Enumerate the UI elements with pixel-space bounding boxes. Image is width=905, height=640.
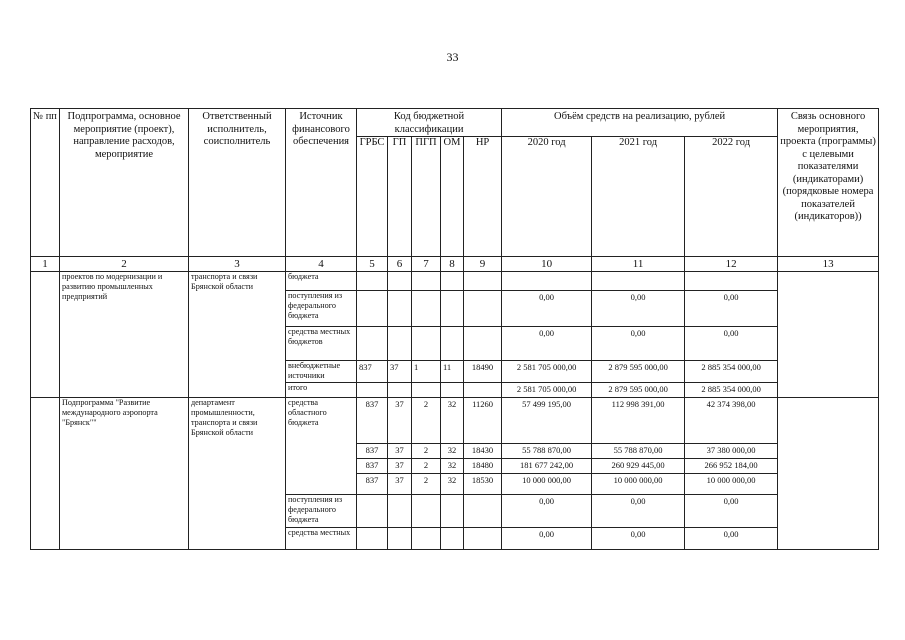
header-link: Связь основного мероприятия, проекта (программы) с целевыми показателями (индикаторами) (порядковые номера показателей (индикаторов))	[778, 109, 879, 257]
header-program: Подпрограмма, основное мероприятие (проект), направление расходов, мероприятие	[60, 109, 189, 257]
column-number: 9	[464, 257, 502, 272]
om-cell: 32	[441, 459, 464, 474]
header-row-1	[31, 109, 879, 137]
column-number: 5	[357, 257, 388, 272]
np-cell	[464, 291, 502, 327]
amount-2020-cell: 55 788 870,00	[502, 444, 592, 459]
column-number: 12	[685, 257, 778, 272]
grbs-cell	[357, 383, 388, 398]
responsible-cell: транспорта и связи Брянской области	[189, 272, 286, 398]
source-cell: средства местных	[286, 528, 357, 550]
np-cell	[464, 495, 502, 528]
np-cell	[464, 383, 502, 398]
column-number: 6	[388, 257, 412, 272]
header-2021: 2021 год	[592, 137, 685, 257]
header-num: № пп	[31, 109, 60, 257]
link-cell	[778, 398, 879, 550]
grbs-cell	[357, 327, 388, 361]
amount-2020-cell: 2 581 705 000,00	[502, 383, 592, 398]
grbs-cell	[357, 528, 388, 550]
gp-cell: 37	[388, 459, 412, 474]
program-cell: Подпрограмма "Развитие международного аэропорта "Брянск""	[60, 398, 189, 550]
amount-2020-cell: 0,00	[502, 528, 592, 550]
row-num-cell	[31, 398, 60, 550]
amount-2021-cell	[592, 272, 685, 291]
amount-2022-cell: 37 380 000,00	[685, 444, 778, 459]
grbs-cell: 837	[357, 444, 388, 459]
amount-2022-cell: 10 000 000,00	[685, 474, 778, 495]
om-cell	[441, 495, 464, 528]
om-cell	[441, 327, 464, 361]
amount-2020-cell: 10 000 000,00	[502, 474, 592, 495]
source-cell: поступления из федерального бюджета	[286, 495, 357, 528]
np-cell: 11260	[464, 398, 502, 444]
header-2020: 2020 год	[502, 137, 592, 257]
header-om: ОМ	[441, 137, 464, 257]
gp-cell	[388, 291, 412, 327]
amount-2022-cell: 0,00	[685, 495, 778, 528]
amount-2021-cell: 2 879 595 000,00	[592, 361, 685, 383]
amount-2021-cell: 2 879 595 000,00	[592, 383, 685, 398]
grbs-cell	[357, 495, 388, 528]
amount-2022-cell: 42 374 398,00	[685, 398, 778, 444]
header-pgp: ПГП	[412, 137, 441, 257]
amount-2021-cell: 0,00	[592, 291, 685, 327]
amount-2020-cell: 57 499 195,00	[502, 398, 592, 444]
header-grbs: ГРБС	[357, 137, 388, 257]
gp-cell: 37	[388, 474, 412, 495]
amount-2022-cell: 2 885 354 000,00	[685, 383, 778, 398]
header-responsible: Ответственный исполнитель, соисполнитель	[189, 109, 286, 257]
page-number: 33	[446, 50, 459, 64]
pgp-cell: 1	[412, 361, 441, 383]
amount-2022-cell	[685, 272, 778, 291]
pgp-cell	[412, 495, 441, 528]
np-cell	[464, 272, 502, 291]
grbs-cell: 837	[357, 361, 388, 383]
amount-2022-cell: 2 885 354 000,00	[685, 361, 778, 383]
amount-2022-cell: 0,00	[685, 528, 778, 550]
amount-2021-cell: 112 998 391,00	[592, 398, 685, 444]
column-number: 13	[778, 257, 879, 272]
table-row	[31, 398, 879, 444]
program-cell: проектов по модернизации и развитию промышленных предприятий	[60, 272, 189, 398]
amount-2021-cell: 0,00	[592, 495, 685, 528]
source-cell: бюджета	[286, 272, 357, 291]
pgp-cell	[412, 528, 441, 550]
om-cell	[441, 383, 464, 398]
grbs-cell	[357, 291, 388, 327]
amount-2021-cell: 260 929 445,00	[592, 459, 685, 474]
amount-2022-cell: 266 952 184,00	[685, 459, 778, 474]
om-cell	[441, 291, 464, 327]
amount-2022-cell: 0,00	[685, 291, 778, 327]
gp-cell: 37	[388, 361, 412, 383]
amount-2020-cell	[502, 272, 592, 291]
gp-cell	[388, 383, 412, 398]
amount-2020-cell: 0,00	[502, 291, 592, 327]
pgp-cell	[412, 291, 441, 327]
column-number: 8	[441, 257, 464, 272]
pgp-cell: 2	[412, 398, 441, 444]
pgp-cell	[412, 327, 441, 361]
om-cell: 11	[441, 361, 464, 383]
header-source: Источник финансового обеспечения	[286, 109, 357, 257]
om-cell	[441, 272, 464, 291]
om-cell: 32	[441, 398, 464, 444]
amount-2021-cell: 55 788 870,00	[592, 444, 685, 459]
np-cell: 18480	[464, 459, 502, 474]
pgp-cell: 2	[412, 474, 441, 495]
grbs-cell: 837	[357, 398, 388, 444]
gp-cell	[388, 495, 412, 528]
responsible-cell: департамент промышленности, транспорта и связи Брянской области	[189, 398, 286, 550]
header-volume: Объём средств на реализацию, рублей	[502, 109, 778, 137]
np-cell: 18430	[464, 444, 502, 459]
column-number: 1	[31, 257, 60, 272]
header-2022: 2022 год	[685, 137, 778, 257]
om-cell: 32	[441, 444, 464, 459]
amount-2022-cell: 0,00	[685, 327, 778, 361]
column-number: 10	[502, 257, 592, 272]
np-cell	[464, 327, 502, 361]
gp-cell	[388, 272, 412, 291]
amount-2020-cell: 0,00	[502, 327, 592, 361]
header-budget-code: Код бюджетной классификации	[357, 109, 502, 137]
gp-cell	[388, 528, 412, 550]
column-number: 2	[60, 257, 189, 272]
amount-2020-cell: 2 581 705 000,00	[502, 361, 592, 383]
om-cell: 32	[441, 474, 464, 495]
amount-2021-cell: 10 000 000,00	[592, 474, 685, 495]
header-gp: ГП	[388, 137, 412, 257]
row-num-cell	[31, 272, 60, 398]
amount-2021-cell: 0,00	[592, 528, 685, 550]
pgp-cell	[412, 383, 441, 398]
source-cell: средства местных бюджетов	[286, 327, 357, 361]
grbs-cell	[357, 272, 388, 291]
column-number-row	[31, 257, 879, 272]
gp-cell: 37	[388, 398, 412, 444]
header-np: НР	[464, 137, 502, 257]
source-cell: внебюджетные источники	[286, 361, 357, 383]
amount-2021-cell: 0,00	[592, 327, 685, 361]
link-cell	[778, 272, 879, 398]
pgp-cell: 2	[412, 459, 441, 474]
pgp-cell	[412, 272, 441, 291]
column-number: 4	[286, 257, 357, 272]
column-number: 3	[189, 257, 286, 272]
source-cell: поступления из федерального бюджета	[286, 291, 357, 327]
table-row	[31, 272, 879, 291]
np-cell: 18530	[464, 474, 502, 495]
pgp-cell: 2	[412, 444, 441, 459]
source-cell: итого	[286, 383, 357, 398]
amount-2020-cell: 181 677 242,00	[502, 459, 592, 474]
gp-cell: 37	[388, 444, 412, 459]
om-cell	[441, 528, 464, 550]
gp-cell	[388, 327, 412, 361]
amount-2020-cell: 0,00	[502, 495, 592, 528]
grbs-cell: 837	[357, 474, 388, 495]
np-cell: 18490	[464, 361, 502, 383]
column-number: 11	[592, 257, 685, 272]
source-cell: средства областного бюджета	[286, 398, 357, 495]
column-number: 7	[412, 257, 441, 272]
np-cell	[464, 528, 502, 550]
budget-table	[30, 108, 879, 550]
grbs-cell: 837	[357, 459, 388, 474]
